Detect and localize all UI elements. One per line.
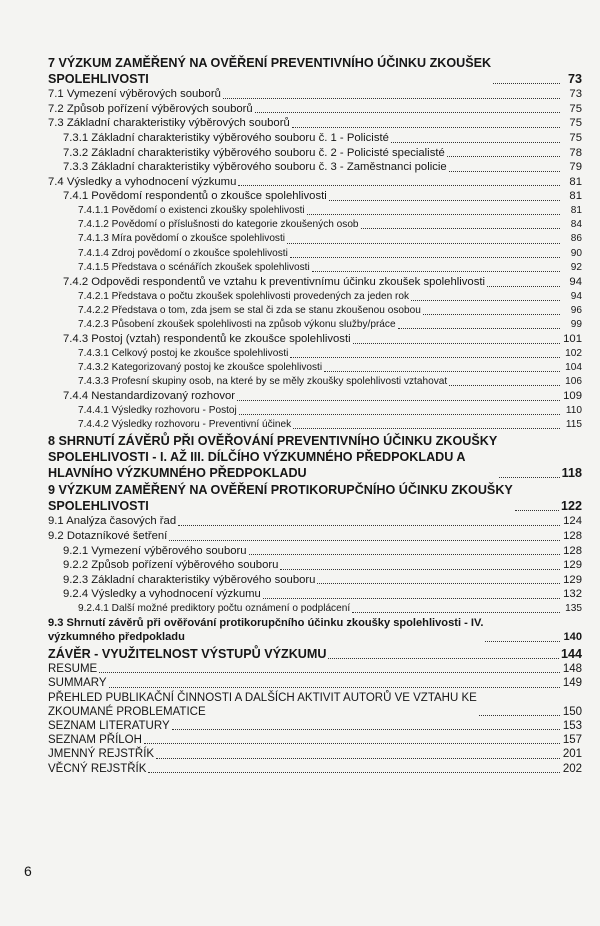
toc-entry-title: RESUME	[48, 663, 98, 676]
toc-entry-page: 150	[562, 705, 582, 718]
dot-leader	[144, 743, 560, 744]
toc-entry	[48, 375, 582, 389]
toc-entry-title: SEZNAM PŘÍLOH	[48, 734, 142, 747]
toc-entry	[48, 691, 582, 719]
toc-entry	[48, 676, 582, 690]
dot-leader	[109, 687, 560, 688]
dot-leader	[290, 257, 560, 258]
toc-entry-title: PŘEHLED PUBLIKAČNÍ ČINNOSTI A DALŠÍCH AKTIVIT AUTORŮ VE VZTAHU KE ZKOUMANÉ PROBLEMATICE	[48, 691, 477, 718]
toc-entry	[48, 573, 582, 588]
toc-entry	[48, 404, 582, 418]
toc-entry-title: 9 VÝZKUM ZAMĚŘENÝ NA OVĚŘENÍ PROTIKORUPČNÍHO ÚČINKU ZKOUŠKY SPOLEHLIVOSTI	[48, 483, 513, 513]
toc-entry-page: 75	[569, 117, 582, 130]
toc-entry-page: 129	[563, 559, 582, 572]
toc-entry	[48, 189, 582, 204]
toc-entry-page: 128	[563, 529, 582, 542]
dot-leader	[411, 300, 560, 301]
dot-leader	[449, 171, 560, 172]
toc-entry-title: 9.2.3 Základní charakteristiky výběrového souboru	[63, 573, 316, 586]
toc-entry	[48, 275, 582, 290]
dot-leader	[287, 243, 560, 244]
toc-entry-page: 128	[563, 544, 582, 557]
toc-entry-title: 7.4.1.4 Zdroj povědomí o zkoušce spolehlivosti	[78, 247, 288, 259]
dot-leader	[238, 185, 560, 186]
toc-entry-page: 94	[569, 275, 582, 288]
toc-entry-title: 7.4.3 Postoj (vztah) respondentů ke zkoušce spolehlivosti	[63, 333, 351, 346]
toc-entry-title: 7.4.2.3 Působení zkoušek spolehlivosti na způsob výkonu služby/práce	[78, 318, 396, 330]
toc-entry-title: 7.4.4.1 Výsledky rozhovoru - Postoj	[78, 404, 237, 416]
toc-entry	[48, 483, 582, 514]
toc-entry-page: 94	[570, 290, 582, 302]
dot-leader	[324, 371, 560, 372]
toc-entry-title: 7.4.4 Nestandardizovaný rozhovor	[63, 390, 236, 403]
toc-entry-title: 7.4.3.2 Kategorizovaný postoj ke zkoušce spolehlivosti	[78, 361, 323, 373]
toc-entry-page: 81	[569, 190, 582, 203]
toc-entry	[48, 418, 582, 432]
dot-leader	[99, 672, 560, 673]
toc-entry	[48, 529, 582, 544]
toc-entry-title: 7.3 Základní charakteristiky výběrových souborů	[48, 117, 290, 130]
toc-entry-title: 7.2 Způsob pořízení výběrových souborů	[48, 102, 253, 115]
toc-entry-page: 129	[563, 573, 582, 586]
toc-entry	[48, 332, 582, 347]
toc-entry-page: 110	[565, 404, 582, 416]
toc-entry	[48, 389, 582, 404]
toc-entry-page: 144	[560, 646, 582, 661]
toc-entry-page: 118	[561, 465, 582, 480]
toc-entry	[48, 544, 582, 559]
dot-leader	[255, 112, 560, 113]
toc-entry	[48, 160, 582, 175]
toc-entry	[48, 218, 582, 232]
toc-entry	[48, 290, 582, 304]
toc-entry-page: 99	[570, 318, 582, 330]
toc-entry-page: 75	[569, 131, 582, 144]
table-of-contents	[48, 56, 582, 776]
toc-entry-page: 115	[565, 419, 582, 431]
dot-leader	[449, 385, 560, 386]
dot-leader	[307, 214, 560, 215]
toc-entry	[48, 587, 582, 602]
toc-entry-title: 9.3 Shrnutí závěrů při ověřování protikorupčního účinku zkoušky spolehlivosti - IV. výzkumného předpokladu	[48, 617, 484, 644]
toc-entry-title: SEZNAM LITERATURY	[48, 719, 170, 732]
dot-leader	[352, 612, 560, 613]
toc-entry-page: 75	[569, 102, 582, 115]
toc-entry	[48, 733, 582, 747]
toc-entry-page: 96	[570, 304, 582, 316]
toc-entry	[48, 175, 582, 190]
toc-entry	[48, 102, 582, 117]
toc-entry-title: 7.3.1 Základní charakteristiky výběrového souboru č. 1 - Policisté	[63, 131, 389, 144]
dot-leader	[172, 729, 560, 730]
toc-entry-page: 81	[569, 175, 582, 188]
page-number: 6	[24, 863, 32, 879]
dot-leader	[353, 343, 560, 344]
toc-entry-page: 73	[569, 88, 582, 101]
dot-leader	[515, 510, 559, 511]
toc-entry	[48, 602, 582, 616]
toc-entry-page: 140	[563, 631, 582, 644]
dot-leader	[485, 641, 560, 642]
toc-entry	[48, 87, 582, 102]
toc-entry-title: 9.1 Analýza časových řad	[48, 515, 177, 528]
toc-entry	[48, 204, 582, 218]
dot-leader	[329, 200, 560, 201]
dot-leader	[398, 328, 560, 329]
toc-entry-page: 78	[569, 146, 582, 159]
dot-leader	[328, 658, 559, 659]
toc-entry	[48, 747, 582, 761]
toc-entry-page: 109	[563, 390, 582, 403]
toc-entry-title: 7.4.1.2 Povědomí o příslušnosti do kategorie zkoušených osob	[78, 219, 359, 231]
toc-entry-title: 7.4.1.3 Míra povědomí o zkoušce spolehlivosti	[78, 233, 286, 245]
toc-entry	[48, 719, 582, 733]
toc-entry-title: 7.4.1.1 Povědomí o existenci zkoušky spolehlivosti	[78, 204, 305, 216]
toc-entry-page: 102	[565, 347, 582, 359]
toc-entry-title: ZÁVĚR - VYUŽITELNOST VÝSTUPŮ VÝZKUMU	[48, 646, 327, 661]
dot-leader	[290, 357, 560, 358]
toc-entry-title: SUMMARY	[48, 677, 107, 690]
toc-entry-page: 86	[570, 233, 582, 245]
toc-entry-page: 148	[562, 663, 582, 676]
toc-entry-title: 9.2 Dotazníkové šetření	[48, 529, 168, 542]
dot-leader	[237, 400, 560, 401]
toc-entry	[48, 247, 582, 261]
dot-leader	[249, 554, 560, 555]
toc-entry-page: 157	[562, 734, 582, 747]
dot-leader	[178, 525, 560, 526]
toc-entry-title: 7.4.4.2 Výsledky rozhovoru - Preventivní účinek	[78, 419, 292, 431]
toc-entry-title: 9.2.2 Způsob pořízení výběrového souboru	[63, 559, 279, 572]
toc-entry-page: 79	[569, 161, 582, 174]
toc-entry-page: 124	[563, 515, 582, 528]
toc-entry	[48, 662, 582, 676]
toc-entry-page: 73	[567, 71, 582, 86]
toc-entry-page: 149	[562, 677, 582, 690]
toc-entry-title: 9.2.4 Výsledky a vyhodnocení výzkumu	[63, 588, 261, 601]
toc-entry-page: 153	[562, 719, 582, 732]
toc-entry-page: 84	[570, 219, 582, 231]
toc-entry	[48, 434, 582, 481]
dot-leader	[479, 715, 560, 716]
dot-leader	[499, 477, 559, 478]
toc-entry-page: 132	[563, 588, 582, 601]
toc-entry-title: 9.2.4.1 Další možné prediktory počtu oznámení o podplácení	[78, 602, 351, 614]
toc-entry	[48, 558, 582, 573]
dot-leader	[293, 428, 560, 429]
toc-entry-page: 92	[570, 261, 582, 273]
dot-leader	[263, 598, 560, 599]
dot-leader	[169, 540, 560, 541]
toc-entry	[48, 261, 582, 275]
toc-entry-page: 81	[570, 204, 582, 216]
toc-entry-page: 201	[562, 748, 582, 761]
toc-entry-page: 101	[563, 333, 582, 346]
dot-leader	[493, 83, 560, 84]
toc-entry	[48, 304, 582, 318]
toc-entry-title: 7.3.3 Základní charakteristiky výběrového souboru č. 3 - Zaměstnanci policie	[63, 161, 447, 174]
toc-entry-page: 202	[562, 762, 582, 775]
toc-entry-title: JMENNÝ REJSTŘÍK	[48, 748, 155, 761]
toc-entry-title: 7.4.1.5 Představa o scénářích zkoušek spolehlivosti	[78, 261, 310, 273]
toc-entry	[48, 131, 582, 146]
toc-entry-page: 106	[565, 376, 582, 388]
dot-leader	[391, 142, 560, 143]
toc-entry	[48, 762, 582, 776]
toc-entry-title: 7.4.2.2 Představa o tom, zda jsem se stal či zda se stanu zkoušenou osobou	[78, 304, 421, 316]
toc-entry	[48, 318, 582, 332]
dot-leader	[280, 569, 560, 570]
dot-leader	[312, 271, 560, 272]
toc-entry	[48, 347, 582, 361]
toc-entry-title: 7.4 Výsledky a vyhodnocení výzkumu	[48, 175, 237, 188]
dot-leader	[361, 228, 560, 229]
dot-leader	[223, 98, 560, 99]
toc-entry	[48, 647, 582, 663]
toc-entry	[48, 56, 582, 87]
toc-entry-page: 104	[565, 361, 582, 373]
dot-leader	[447, 156, 560, 157]
toc-entry	[48, 616, 582, 644]
toc-entry-title: 7.4.1 Povědomí respondentů o zkoušce spolehlivosti	[63, 190, 327, 203]
toc-entry-page: 90	[570, 247, 582, 259]
toc-entry-title: 8 SHRNUTÍ ZÁVĚRŮ PŘI OVĚŘOVÁNÍ PREVENTIVNÍHO ÚČINKU ZKOUŠKY SPOLEHLIVOSTI - I. AŽ III. DÍLČÍHO VÝZKUMNÉHO PŘEDPOKLADU A HLAVNÍHO VÝZKUMNÉHO PŘEDPOKLADU	[48, 434, 498, 480]
toc-entry-title: 7 VÝZKUM ZAMĚŘENÝ NA OVĚŘENÍ PREVENTIVNÍHO ÚČINKU ZKOUŠEK SPOLEHLIVOSTI	[48, 56, 492, 86]
dot-leader	[292, 127, 560, 128]
toc-entry-title: VĚCNÝ REJSTŘÍK	[48, 762, 147, 775]
toc-entry	[48, 232, 582, 246]
toc-entry-title: 9.2.1 Vymezení výběrového souboru	[63, 544, 247, 557]
toc-entry	[48, 514, 582, 529]
toc-entry	[48, 146, 582, 161]
toc-entry-title: 7.4.3.1 Celkový postoj ke zkoušce spolehlivosti	[78, 347, 289, 359]
toc-entry	[48, 116, 582, 131]
toc-entry-title: 7.4.2 Odpovědi respondentů ve vztahu k preventivnímu účinku zkoušek spolehlivosti	[63, 275, 485, 288]
dot-leader	[317, 583, 560, 584]
dot-leader	[487, 286, 560, 287]
toc-entry-title: 7.4.2.1 Představa o počtu zkoušek spolehlivosti provedených za jeden rok	[78, 290, 410, 302]
dot-leader	[156, 758, 560, 759]
dot-leader	[423, 314, 560, 315]
dot-leader	[239, 414, 560, 415]
toc-entry-title: 7.4.3.3 Profesní skupiny osob, na které by se měly zkoušky spolehlivosti vztahovat	[78, 376, 448, 388]
toc-entry-page: 135	[565, 602, 582, 614]
toc-entry-title: 7.1 Vymezení výběrových souborů	[48, 88, 221, 101]
toc-entry-title: 7.3.2 Základní charakteristiky výběrového souboru č. 2 - Policisté specialisté	[63, 146, 445, 159]
toc-entry-page: 122	[560, 498, 582, 513]
dot-leader	[148, 772, 560, 773]
toc-entry	[48, 361, 582, 375]
